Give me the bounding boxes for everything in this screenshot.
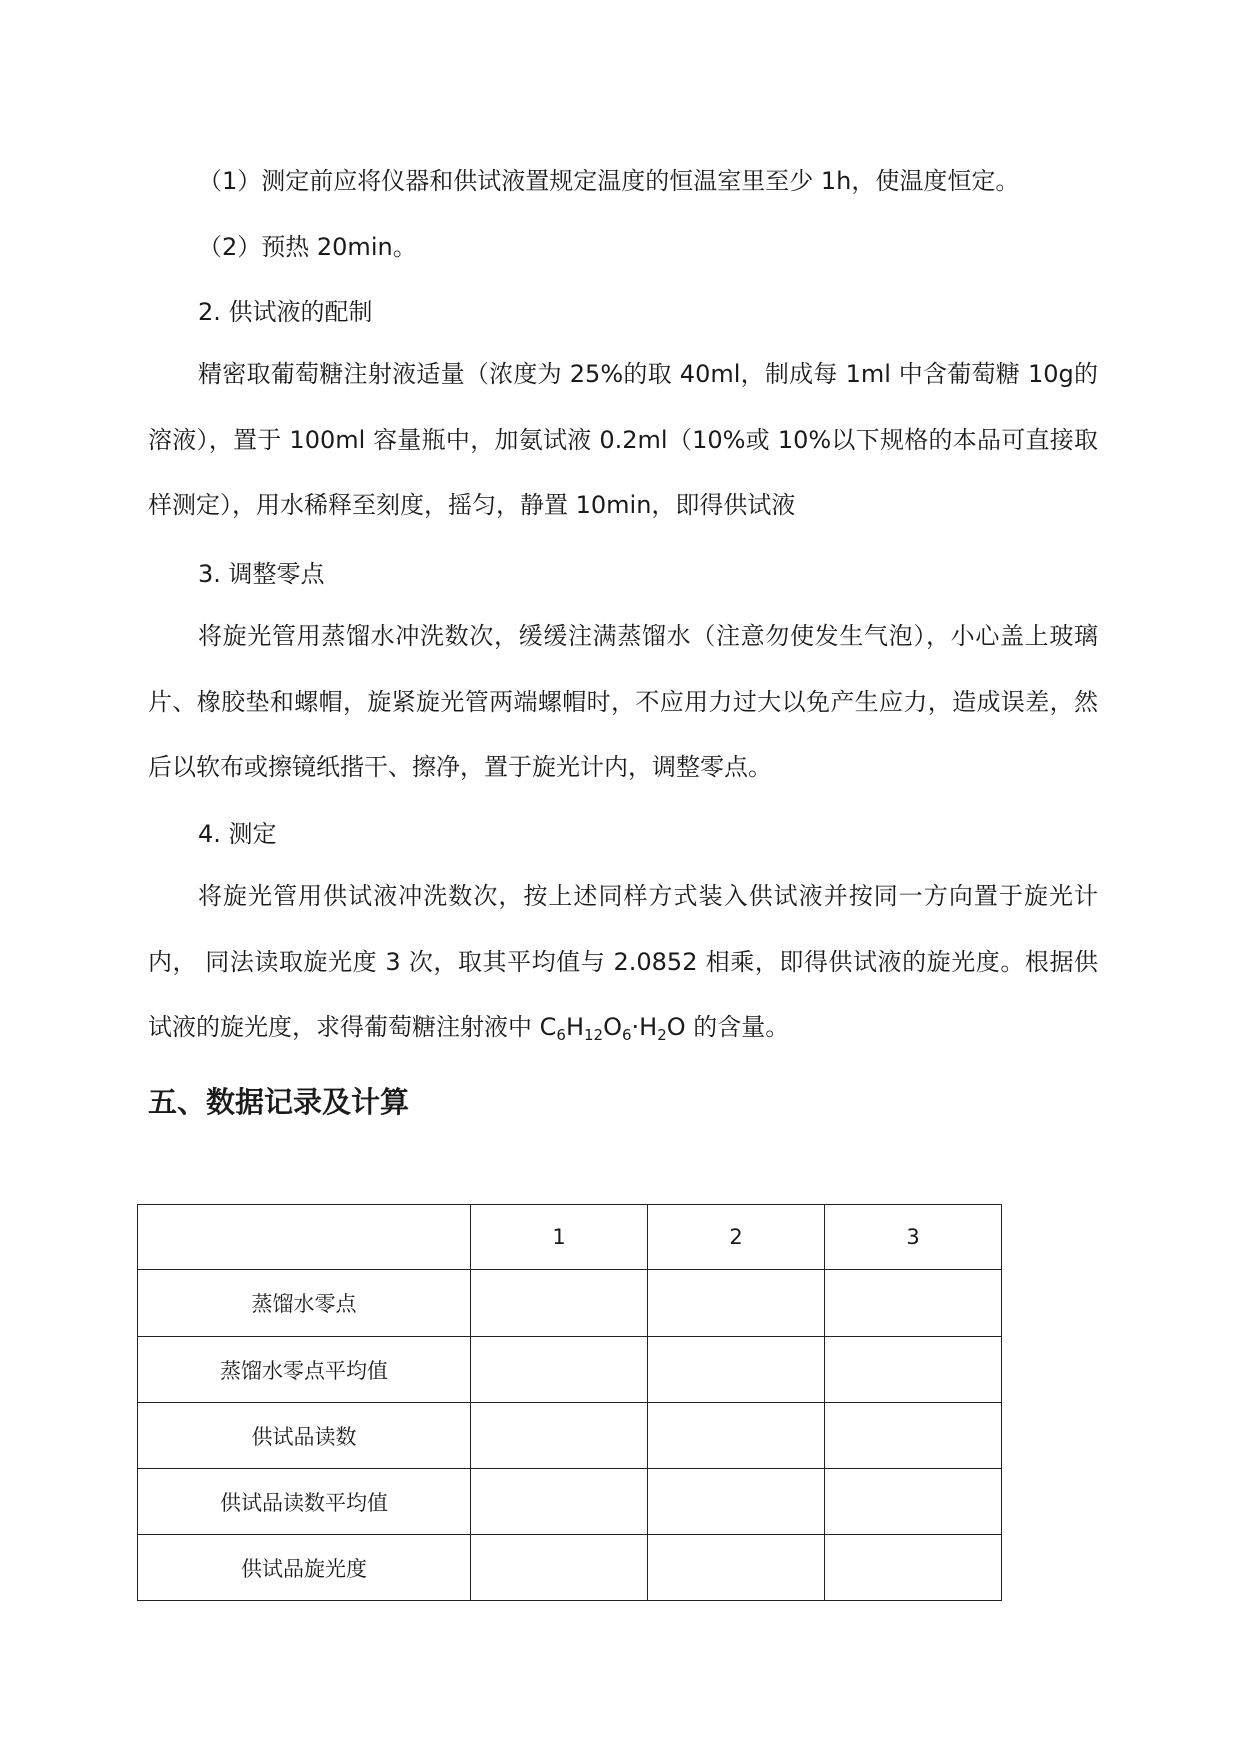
header-cell-3: 3 [825, 1205, 1002, 1270]
table-cell [471, 1469, 648, 1535]
table-cell [648, 1270, 825, 1337]
data-record-table [137, 1204, 1002, 1601]
table-row [138, 1535, 1002, 1601]
row-label: 供试品读数平均值 [138, 1469, 471, 1535]
table-cell [648, 1337, 825, 1403]
paragraph-zero: 将旋光管用蒸馏水冲洗数次，缓缓注满蒸馏水（注意勿使发生气泡），小心盖上玻璃片、橡胶垫和螺帽，旋紧旋光管两端螺帽时，不应用力过大以免产生应力，造成误差，然后以软布或擦镜纸揩干、擦净，置于旋光计内，调整零点。 [148, 622, 1098, 781]
table-cell [471, 1337, 648, 1403]
table-cell [648, 1535, 825, 1601]
table-cell [648, 1469, 825, 1535]
row-label: 蒸馏水零点 [138, 1270, 471, 1337]
heading-prep: 2. 供试液的配制 [198, 298, 373, 326]
paragraph-prep: 精密取葡萄糖注射液适量（浓度为 25%的取 40ml，制成每 1ml 中含葡萄糖 10g的溶液），置于 100ml 容量瓶中，加氨试液 0.2ml（10%或 10%以下规格的本品可直接取样测定），用水稀释至刻度，摇匀，静置 10min，即得供试液 [148, 360, 1098, 519]
table-row [138, 1337, 1002, 1403]
measure-text: 将旋光管用供试液冲洗数次，按上述同样方式装入供试液并按同一方向置于旋光计内， 同法读取旋光度 3 次，取其平均值与 2.0852 相乘，即得供试液的旋光度。根据供试液的旋光度，求得葡萄糖注射液中 [148, 882, 1098, 1041]
row-label: 蒸馏水零点平均值 [138, 1337, 471, 1403]
measure-tail: 的含量。 [685, 1013, 790, 1041]
step-1-text: （1）测定前应将仪器和供试液置规定温度的恒温室里至少 1h，使温度恒定。 [198, 167, 1020, 195]
heading-measure: 4. 测定 [198, 820, 277, 848]
heading-zero: 3. 调整零点 [198, 560, 325, 588]
table-cell [825, 1469, 1002, 1535]
table-cell [648, 1403, 825, 1469]
table-cell [825, 1337, 1002, 1403]
step-2-text: （2）预热 20min。 [198, 233, 417, 261]
table-row [138, 1403, 1002, 1469]
row-label: 供试品旋光度 [138, 1535, 471, 1601]
table-cell [825, 1535, 1002, 1601]
row-label: 供试品读数 [138, 1403, 471, 1469]
chemical-formula: $C_6H_{12}O_6\cdot H_2O$ [539, 1013, 686, 1044]
table-cell [825, 1270, 1002, 1337]
table-cell [825, 1403, 1002, 1469]
table-cell [471, 1535, 648, 1601]
table-row [138, 1270, 1002, 1337]
header-cell-1: 1 [471, 1205, 648, 1270]
section-title: 五、数据记录及计算 [148, 1085, 410, 1119]
table-header-row [138, 1205, 1002, 1270]
header-cell-blank [138, 1205, 471, 1270]
table-cell [471, 1403, 648, 1469]
table-cell [471, 1270, 648, 1337]
header-cell-2: 2 [648, 1205, 825, 1270]
table-row [138, 1469, 1002, 1535]
paragraph-measure [148, 864, 1098, 1061]
